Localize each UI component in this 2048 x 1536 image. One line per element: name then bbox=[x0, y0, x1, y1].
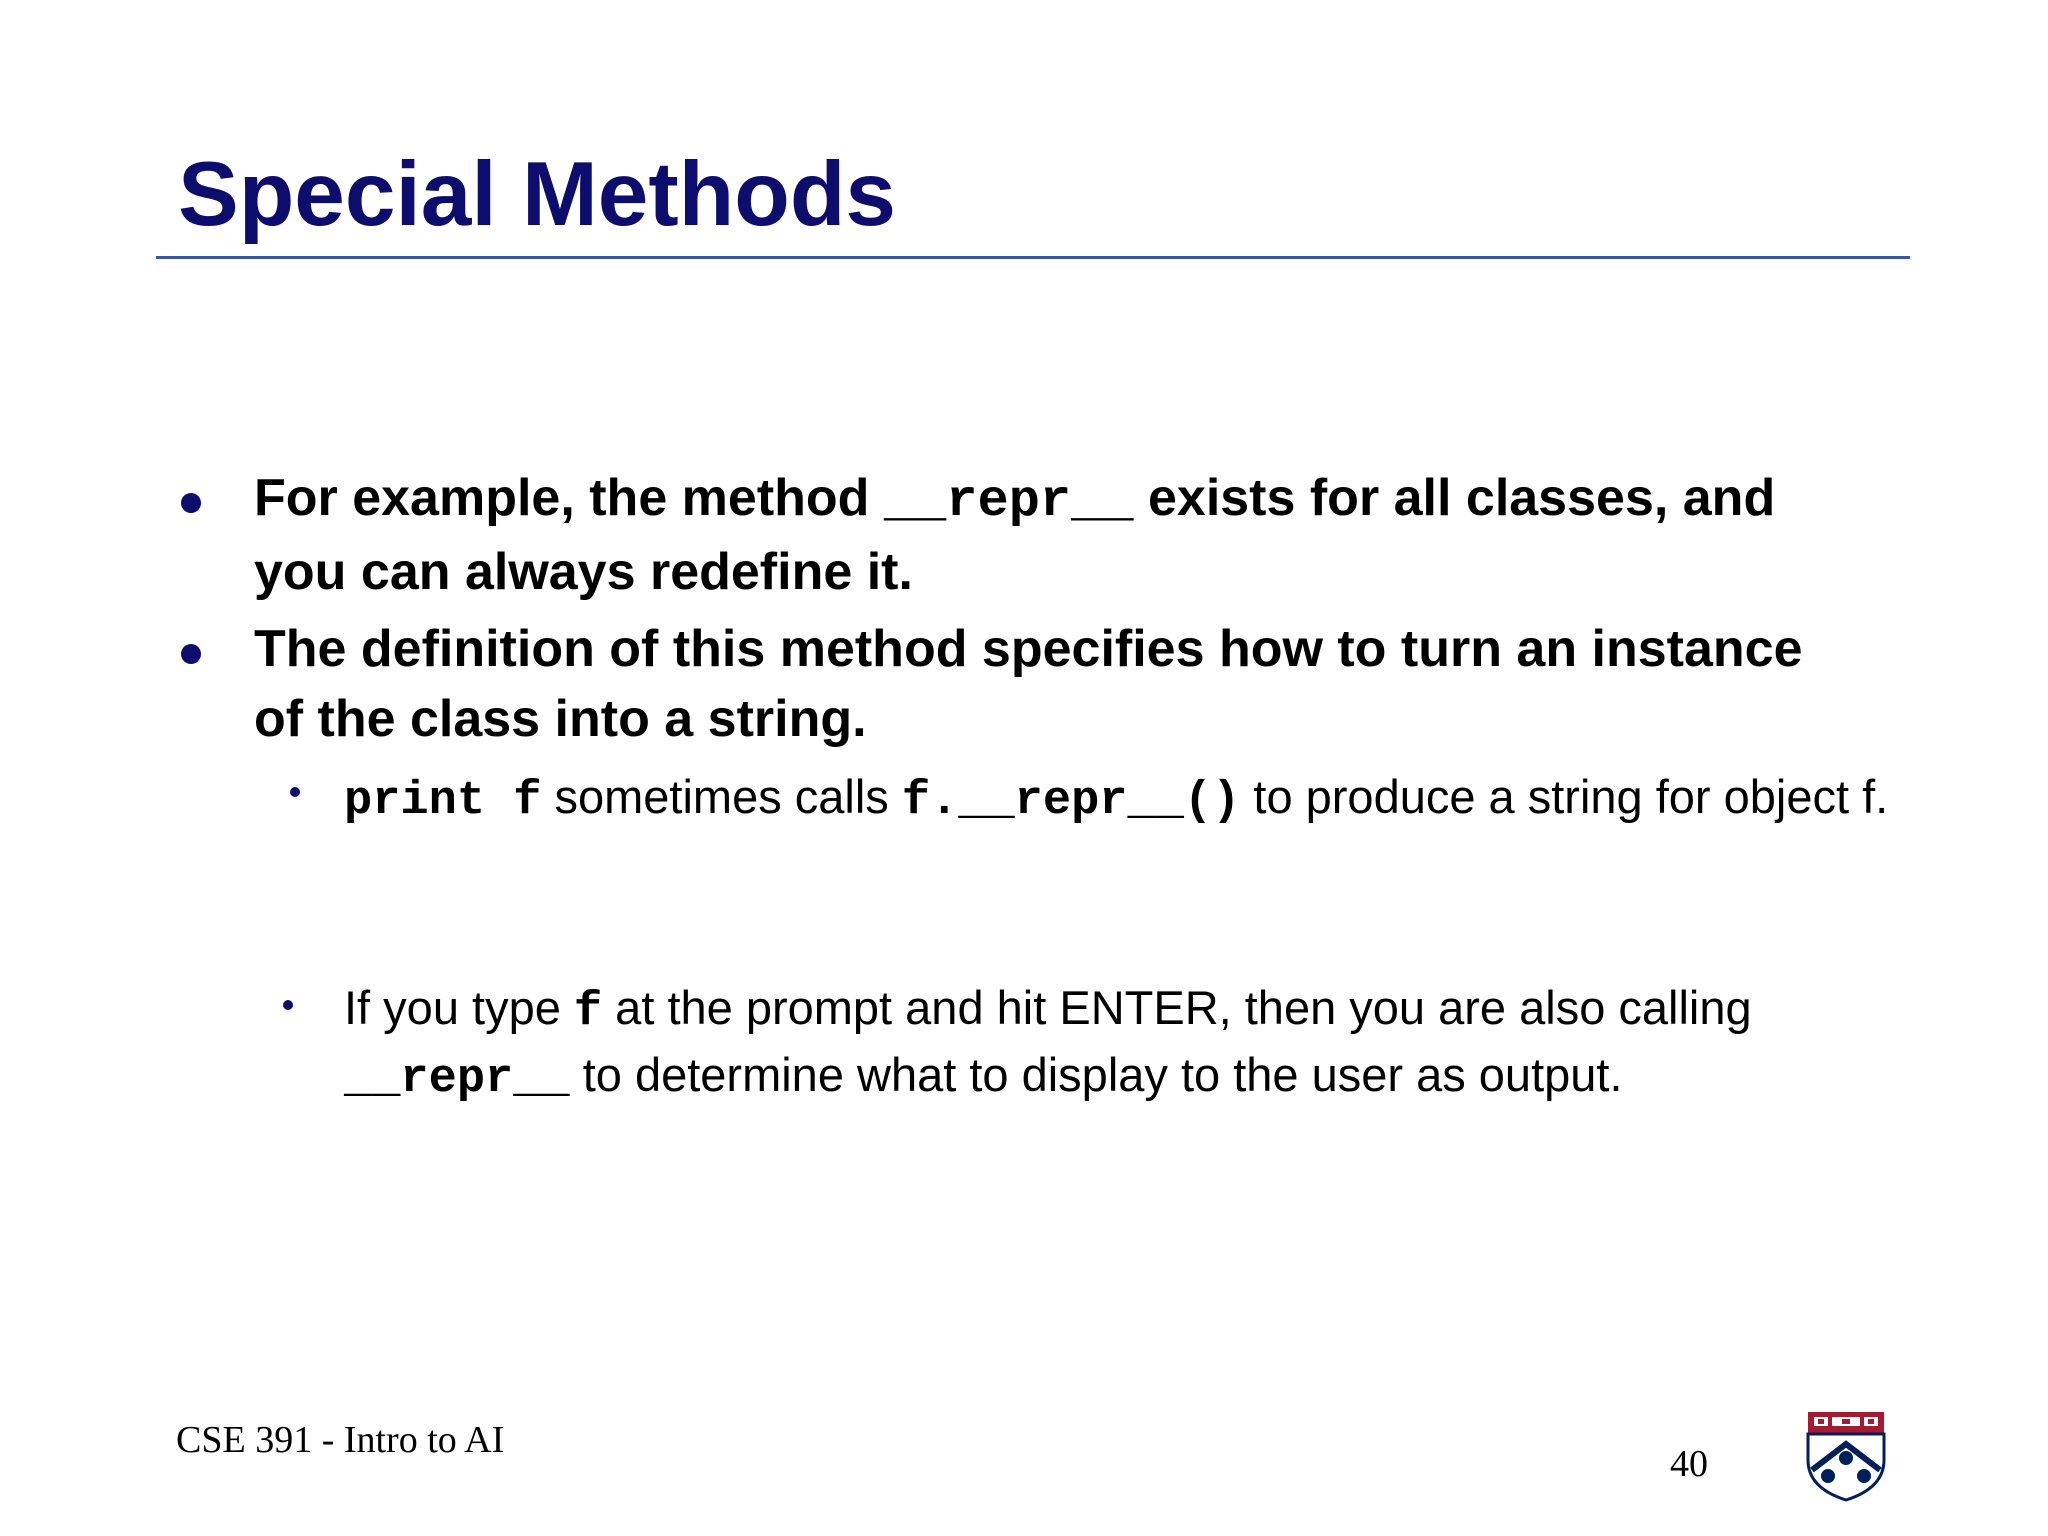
bullet-1-part-2: __repr__ bbox=[883, 472, 1134, 531]
bullet-2-text bbox=[254, 614, 1854, 754]
sub-bullet-marker-1 bbox=[290, 787, 300, 797]
bullet-marker-1 bbox=[181, 493, 201, 513]
sub-bullet-2-part-2: f bbox=[573, 986, 603, 1039]
bullet-1-text bbox=[254, 463, 1854, 607]
slide-title: Special Methods bbox=[178, 144, 897, 245]
bullet-1-part-1: For example, the method bbox=[254, 469, 884, 527]
sub-bullet-2-part-5: to determine what to display to the user as output. bbox=[569, 1048, 1623, 1101]
sub-bullet-2-text bbox=[344, 977, 1794, 1111]
sub-bullet-1-part-3: f.__repr__() bbox=[901, 775, 1241, 828]
bullet-marker-2 bbox=[181, 644, 201, 664]
sub-bullet-1-part-1: print f bbox=[344, 775, 542, 828]
bullet-2-part-1: The definition of this method specifies how to turn an instance of the class into a string. bbox=[254, 620, 1803, 748]
sub-bullet-marker-2 bbox=[283, 1000, 293, 1010]
sub-bullet-1-part-2: sometimes calls bbox=[541, 770, 902, 823]
page-number: 40 bbox=[1670, 1443, 1708, 1485]
sub-bullet-2-part-3: at the prompt and hit ENTER, then you are also calling bbox=[602, 981, 1752, 1034]
title-divider bbox=[156, 256, 1910, 259]
penn-shield-icon bbox=[1806, 1410, 1886, 1502]
footer-course-name: CSE 391 - Intro to AI bbox=[176, 1419, 505, 1461]
bullet-1-part-3: exists for all classes, and you can always redefine it. bbox=[254, 469, 1776, 601]
sub-bullet-1-text bbox=[344, 766, 1904, 833]
sub-bullet-2-part-4: __repr__ bbox=[344, 1053, 570, 1106]
sub-bullet-1-part-4: to produce a string for object f. bbox=[1240, 770, 1889, 823]
sub-bullet-2-part-1: If you type bbox=[344, 981, 574, 1034]
